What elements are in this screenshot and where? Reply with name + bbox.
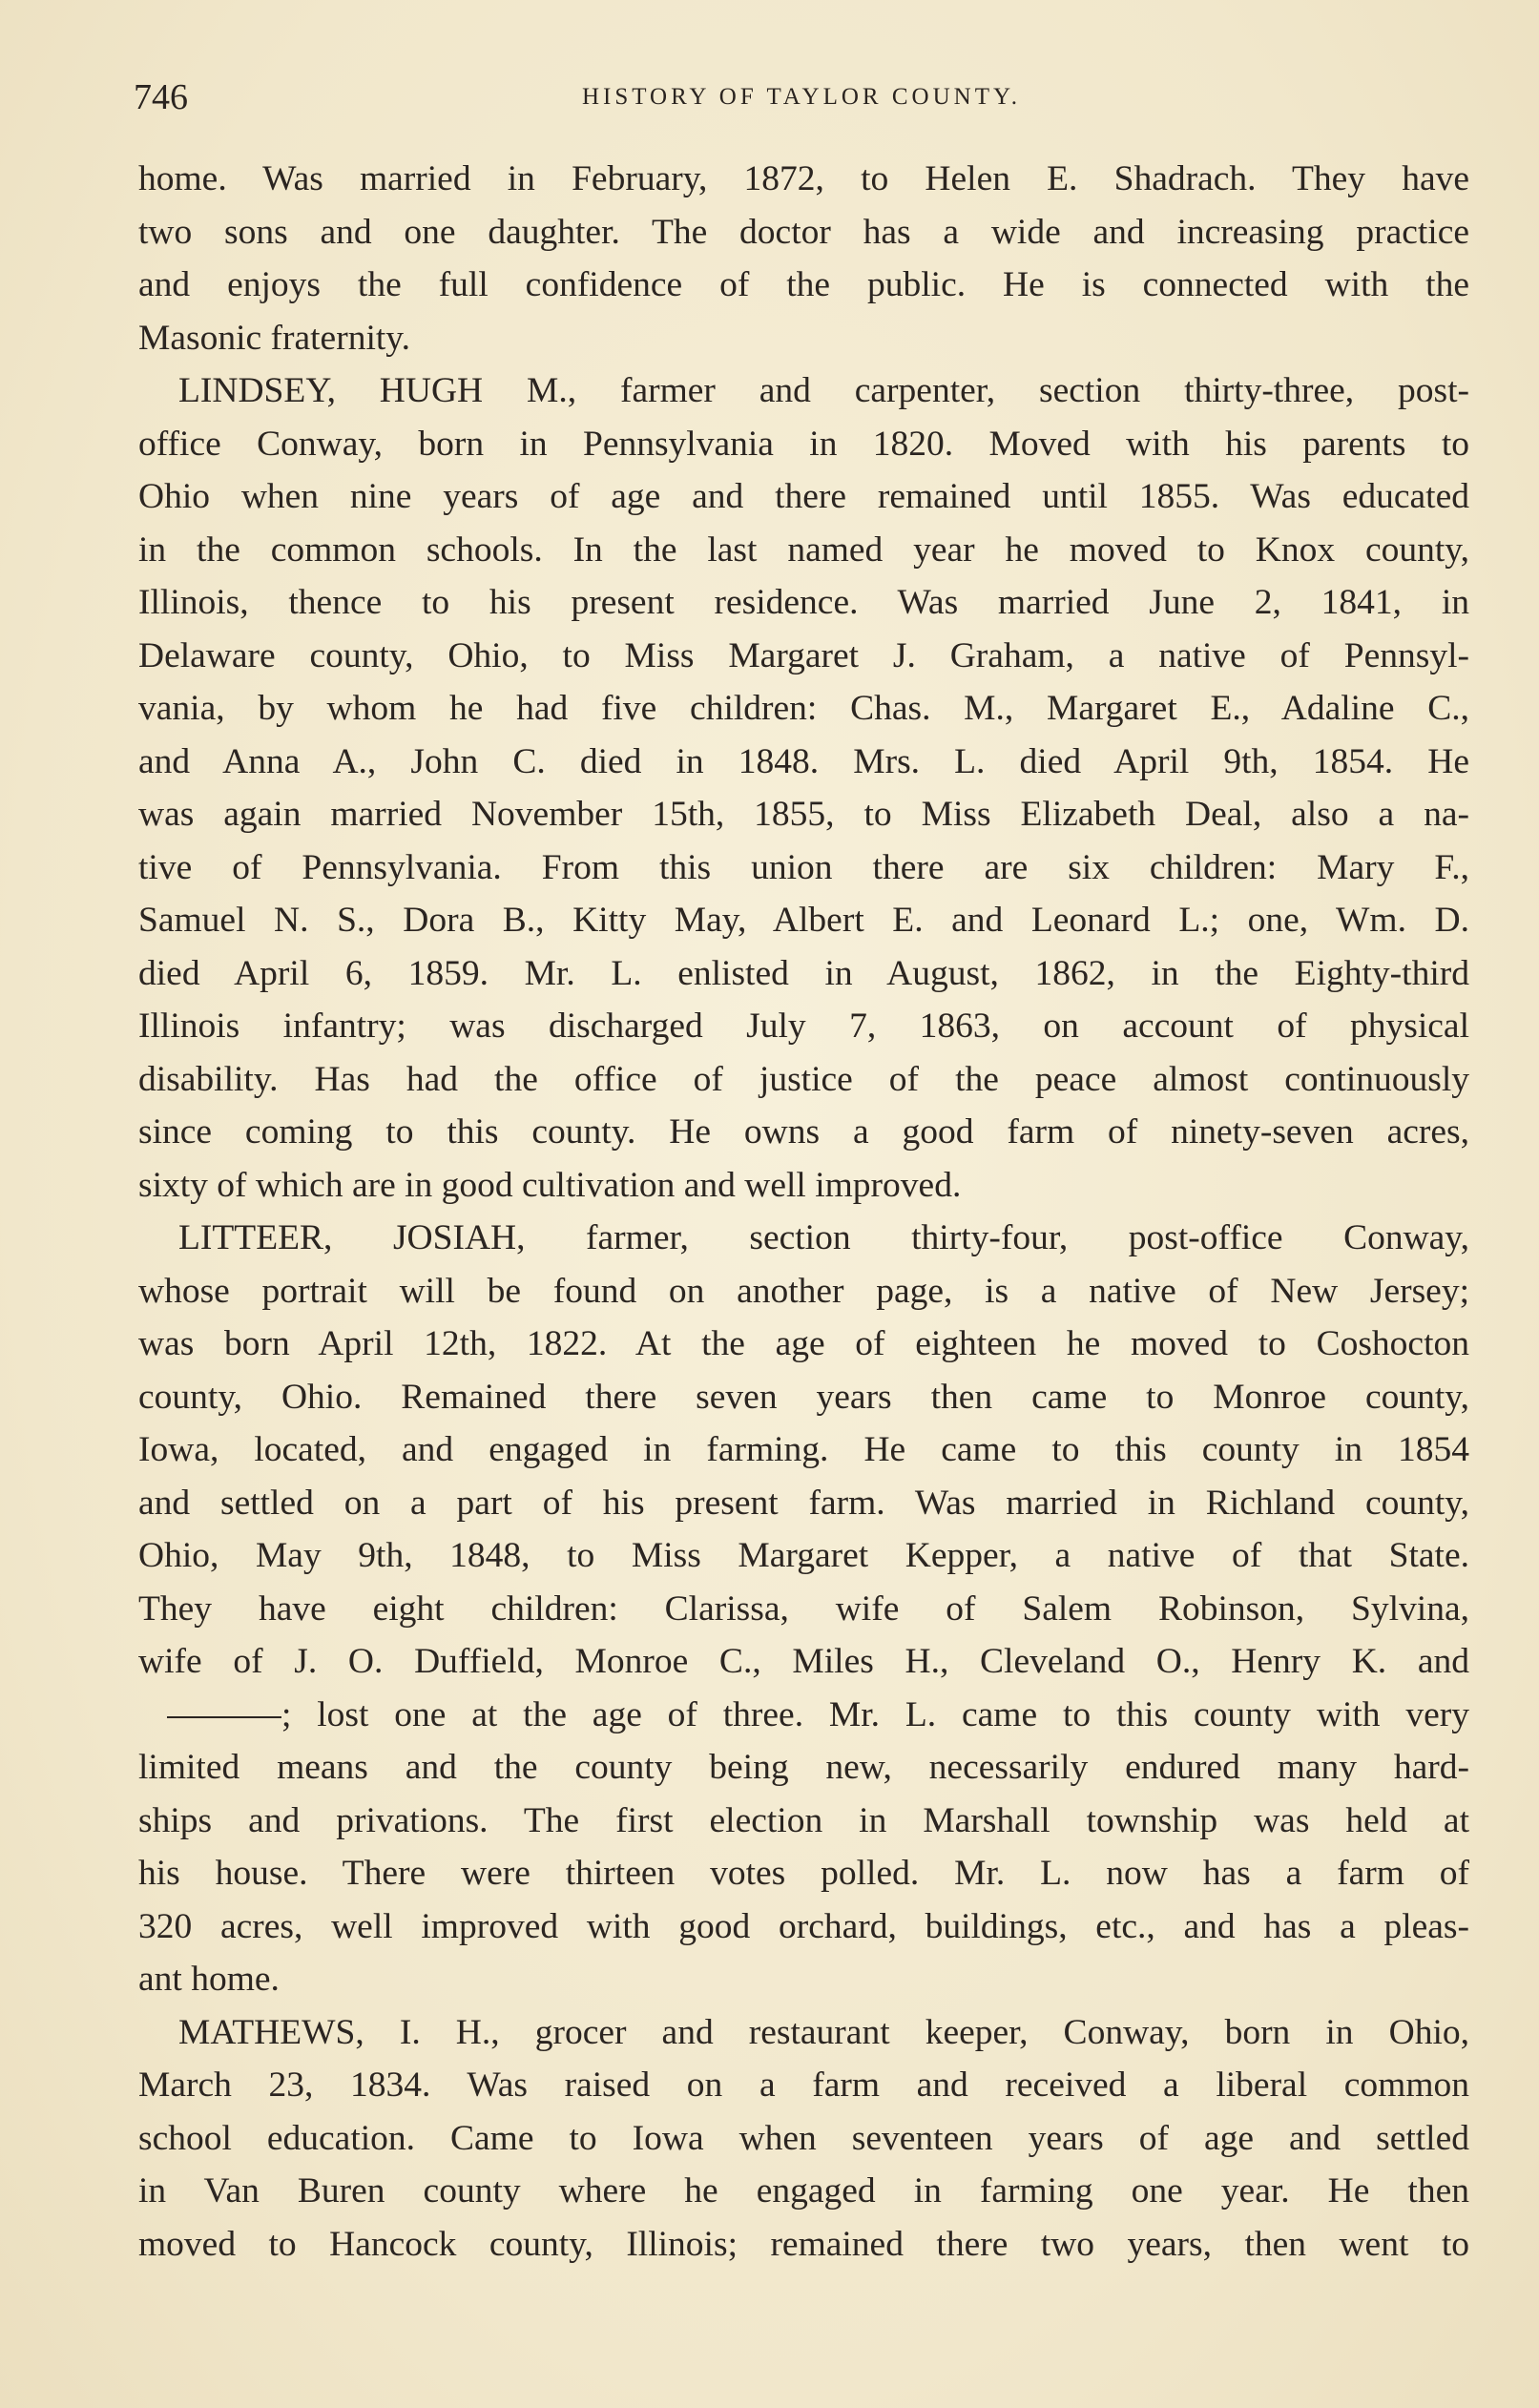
text-line: Illinois infantry; was discharged July 7, 1863, on account of physical [138,1007,1469,1046]
text-line [138,1689,1469,1742]
text-line: LINDSEY, HUGH M., farmer and carpenter, section thirty-three, post- [178,371,1469,410]
running-head [134,67,1469,124]
text-line: Masonic fraternity. [138,318,410,358]
text-line: died April 6, 1859. Mr. L. enlisted in August, 1862, in the Eighty-third [138,953,1469,993]
text-line-content: ; lost one at the age of three. Mr. L. came to this county with very [281,1694,1469,1734]
text-line: in the common schools. In the last named year he moved to Knox county, [138,529,1469,570]
text-line: ant home. [138,1960,280,1999]
text-line: They have eight children: Clarissa, wife of Salem Robinson, Sylvina, [138,1588,1469,1629]
text-line: tive of Pennsylvania. From this union there are six children: Mary F., [138,847,1469,887]
text-line: in Van Buren county where he engaged in farming one year. He then [138,2171,1469,2211]
text-line: Samuel N. S., Dora B., Kitty May, Albert E. and Leonard L.; one, Wm. D. [138,901,1469,940]
body-text [138,153,1469,2271]
text-line: Ohio when nine years of age and there remained until 1855. Was educated [138,477,1469,516]
text-line: ships and privations. The first election in Marshall township was held at [138,1800,1469,1840]
page-number: 746 [134,77,188,117]
text-line: 320 acres, well improved with good orchard, buildings, etc., and has a pleas- [138,1906,1469,1946]
text-line: Ohio, May 9th, 1848, to Miss Margaret Kepper, a native of that State. [138,1536,1469,1575]
text-line: whose portrait will be found on another page, is a native of New Jersey; [138,1271,1469,1311]
text-line: home. Was married in February, 1872, to Helen E. Shadrach. They have [138,159,1469,198]
text-line: and enjoys the full confidence of the public. He is connected with the [138,265,1469,304]
text-line: was born April 12th, 1822. At the age of eighteen he moved to Coshocton [138,1324,1469,1363]
text-line: county, Ohio. Remained there seven years then came to Monroe county, [138,1377,1469,1417]
text-line: Illinois, thence to his present residence. Was married June 2, 1841, in [138,583,1469,622]
text-line: Iowa, located, and engaged in farming. He came to this county in 1854 [138,1430,1469,1469]
text-line: office Conway, born in Pennsylvania in 1820. Moved with his parents to [138,424,1469,464]
text-line: vania, by whom he had five children: Chas. M., Margaret E., Adaline C., [138,689,1469,728]
text-line: since coming to this county. He owns a good farm of ninety-seven acres, [138,1112,1469,1152]
text-line: school education. Came to Iowa when seventeen years of age and settled [138,2118,1469,2158]
running-title: HISTORY OF TAYLOR COUNTY. [581,84,1022,110]
text-line: his house. There were thirteen votes polled. Mr. L. now has a farm of [138,1854,1469,1893]
blank-dash-rule [167,1716,281,1718]
text-line: and Anna A., John C. died in 1848. Mrs. L. died April 9th, 1854. He [138,741,1469,781]
text-line: moved to Hancock county, Illinois; remained there two years, then went to [138,2224,1469,2264]
text-line: was again married November 15th, 1855, to Miss Elizabeth Deal, also a na- [138,795,1469,834]
text-line: wife of J. O. Duffield, Monroe C., Miles H., Cleveland O., Henry K. and [138,1642,1469,1681]
text-line: March 23, 1834. Was raised on a farm and received a liberal common [138,2065,1469,2105]
text-line: disability. Has had the office of justice of the peace almost continuously [138,1059,1469,1099]
text-line: and settled on a part of his present farm. Was married in Richland county, [138,1483,1469,1523]
text-line: MATHEWS, I. H., grocer and restaurant keeper, Conway, born in Ohio, [178,2012,1469,2052]
text-line: sixty of which are in good cultivation and well improved. [138,1165,962,1205]
text-line: Delaware county, Ohio, to Miss Margaret J. Graham, a native of Pennsyl- [138,635,1469,675]
text-line: LITTEER, JOSIAH, farmer, section thirty-four, post-office Conway, [178,1218,1469,1257]
text-line: two sons and one daughter. The doctor has a wide and increasing practice [138,212,1469,252]
text-line: limited means and the county being new, necessarily endured many hard- [138,1748,1469,1787]
